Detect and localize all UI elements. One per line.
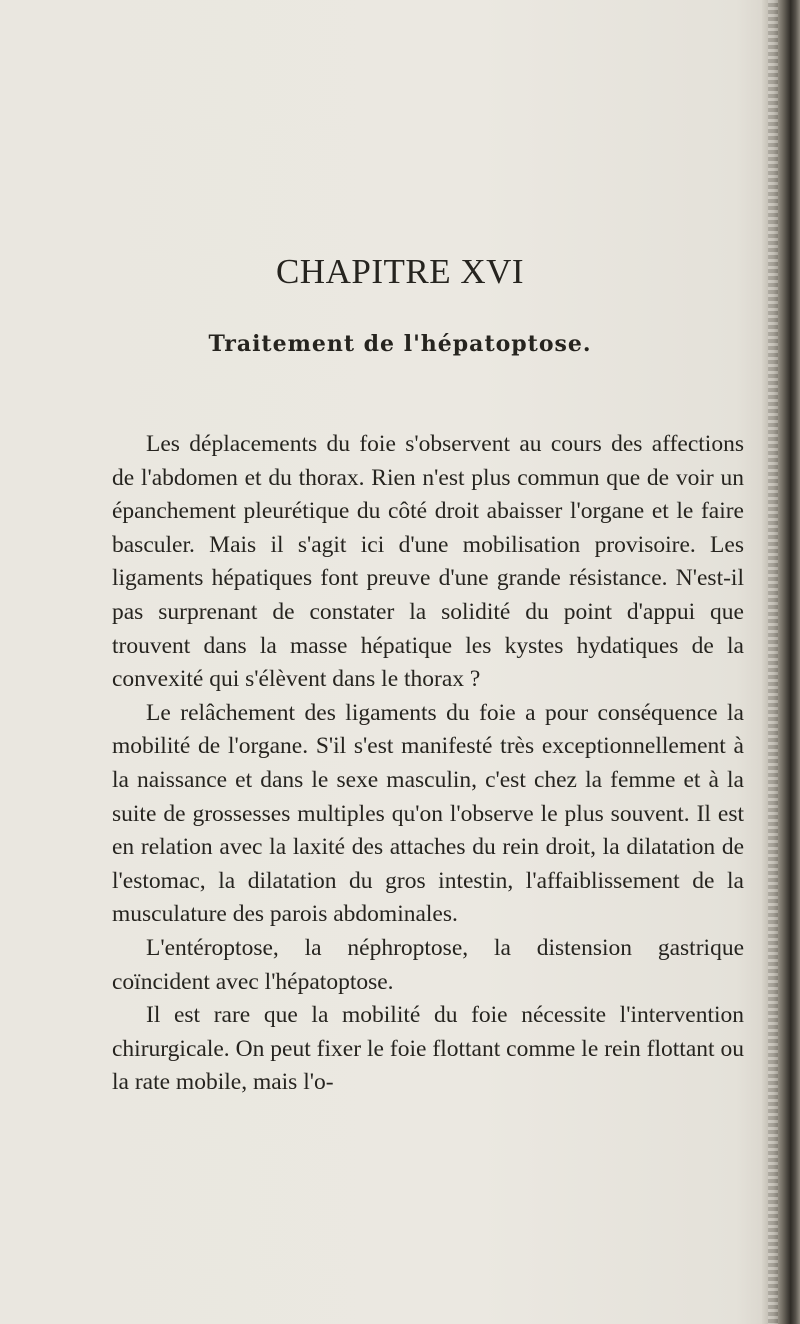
paragraph: L'entéroptose, la néphroptose, la distension gastrique coïncident avec l'hépatoptose. <box>112 934 744 995</box>
section-title: Traitement de l'hépatoptose. <box>208 331 592 357</box>
book-binding-edge <box>762 0 800 1324</box>
chapter-title: CHAPITRE XVI <box>275 252 525 291</box>
paragraph: Il est rare que la mobilité du foie nécessite l'intervention chirurgicale. On peut fixer le foie flottant comme le rein flottant ou la rate mobile, mais l'o- <box>112 1002 744 1096</box>
paragraph: Le relâchement des ligaments du foie a pour conséquence la mobilité de l'organe. S'il s'est manifesté très exceptionnellement à la naissance et dans le sexe masculin, c'est chez la femme et à la suite de grossesses multiples qu'on l'observe le plus souvent. Il est en relation avec la laxité des attaches du rein droit, la dilatation de l'estomac, la dilatation du gros intestin, l'affaiblissement de la musculature des parois abdominales. <box>112 699 744 928</box>
paragraph: Les déplacements du foie s'observent au cours des affections de l'abdomen et du thorax. Rien n'est plus commun que de voir un épanchement pleurétique du côté droit abaisser l'organe et le faire basculer. Mais il s'agit ici d'une mobilisation provisoire. Les ligaments hépatiques font preuve d'une grande résistance. N'est-il pas surprenant de constater la solidité du point d'appui que trouvent dans la masse hépatique les kystes hydatiques de la convexité qui s'élèvent dans le thorax ? <box>112 431 744 693</box>
body-text <box>112 428 744 1100</box>
